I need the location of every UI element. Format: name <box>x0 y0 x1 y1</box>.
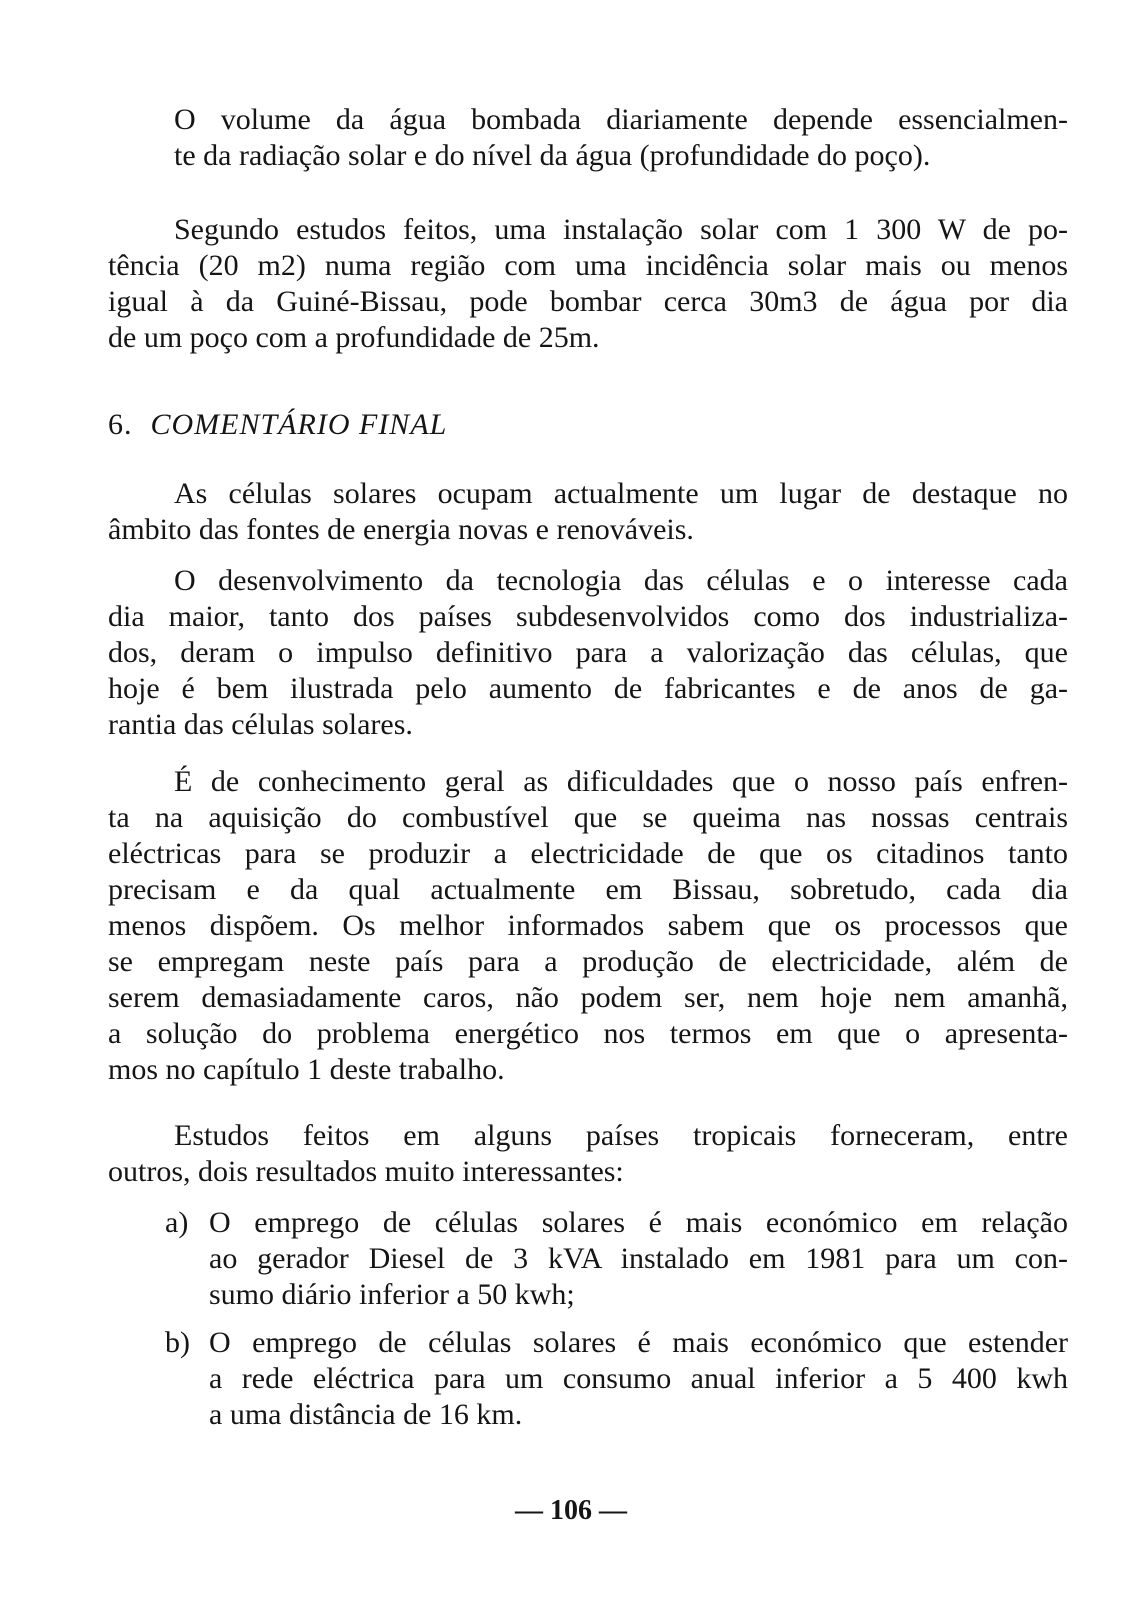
list-item <box>165 1205 1068 1313</box>
results-list <box>165 1205 1068 1433</box>
list-marker: a) <box>165 1206 189 1239</box>
paragraph-pumped-water <box>108 102 1068 174</box>
text-line: eléctricas para se produzir a electricidade de que os citadinos tanto <box>108 837 1068 870</box>
text-line: mos no capítulo 1 deste trabalho. <box>108 1053 505 1086</box>
text-line: É de conhecimento geral as dificuldades que o nosso país enfren- <box>174 765 1068 798</box>
page-number: — 106 — <box>515 1495 627 1526</box>
text-line: ao gerador Diesel de 3 kVA instalado em 1981 para um con- <box>209 1242 1068 1275</box>
text-line: a solução do problema energético nos termos em que o apresenta- <box>108 1017 1068 1050</box>
paragraph-solar-cells <box>108 476 1068 548</box>
text-line: tência (20 m2) numa região com uma incidência solar mais ou menos <box>108 249 1068 282</box>
section-title: COMENTÁRIO FINAL <box>150 408 448 441</box>
section-number: 6. <box>108 408 133 441</box>
text-line: As células solares ocupam actualmente um lugar de destaque no <box>174 477 1068 510</box>
text-line: sumo diário inferior a 50 kwh; <box>209 1278 575 1311</box>
paragraph-technology <box>108 563 1068 743</box>
text-line: a uma distância de 16 km. <box>209 1398 523 1431</box>
text-line: âmbito das fontes de energia novas e renováveis. <box>108 513 694 546</box>
list-marker: b) <box>165 1326 190 1359</box>
text-line: O emprego de células solares é mais económico em relação <box>209 1206 1068 1239</box>
text-line: Estudos feitos em alguns países tropicais forneceram, entre <box>174 1119 1068 1152</box>
paragraph-studies <box>108 1118 1068 1190</box>
section-heading <box>108 408 447 442</box>
text-line: igual à da Guiné-Bissau, pode bombar cerca 30m3 de água por dia <box>108 285 1068 318</box>
text-line: serem demasiadamente caros, não podem ser, nem hoje nem amanhã, <box>108 981 1068 1014</box>
text-line: precisam e da qual actualmente em Bissau, sobretudo, cada dia <box>108 873 1068 906</box>
text-line: outros, dois resultados muito interessantes: <box>108 1155 624 1188</box>
text-line: O volume da água bombada diariamente depende essencialmen- <box>174 103 1068 136</box>
paragraph-solar-installation <box>108 212 1068 356</box>
text-line: O emprego de células solares é mais económico que estender <box>209 1326 1068 1359</box>
text-line: Segundo estudos feitos, uma instalação solar com 1 300 W de po- <box>174 213 1068 246</box>
text-line: dia maior, tanto dos países subdesenvolvidos como dos industrializa- <box>108 600 1068 633</box>
text-line: menos dispõem. Os melhor informados sabem que os processos que <box>108 909 1068 942</box>
text-line: te da radiação solar e do nível da água (profundidade do poço). <box>174 139 931 172</box>
text-line: dos, deram o impulso definitivo para a valorização das células, que <box>108 636 1068 669</box>
text-line: a rede eléctrica para um consumo anual inferior a 5 400 kwh <box>209 1362 1068 1395</box>
list-item <box>165 1325 1068 1433</box>
text-line: ta na aquisição do combustível que se queima nas nossas centrais <box>108 801 1068 834</box>
text-line: hoje é bem ilustrada pelo aumento de fabricantes e de anos de ga- <box>108 672 1068 705</box>
text-line: de um poço com a profundidade de 25m. <box>108 321 600 354</box>
text-line: rantia das células solares. <box>108 708 413 741</box>
text-line: O desenvolvimento da tecnologia das células e o interesse cada <box>174 564 1068 597</box>
text-line: se empregam neste país para a produção de electricidade, além de <box>108 945 1068 978</box>
paragraph-difficulties <box>108 764 1068 1088</box>
